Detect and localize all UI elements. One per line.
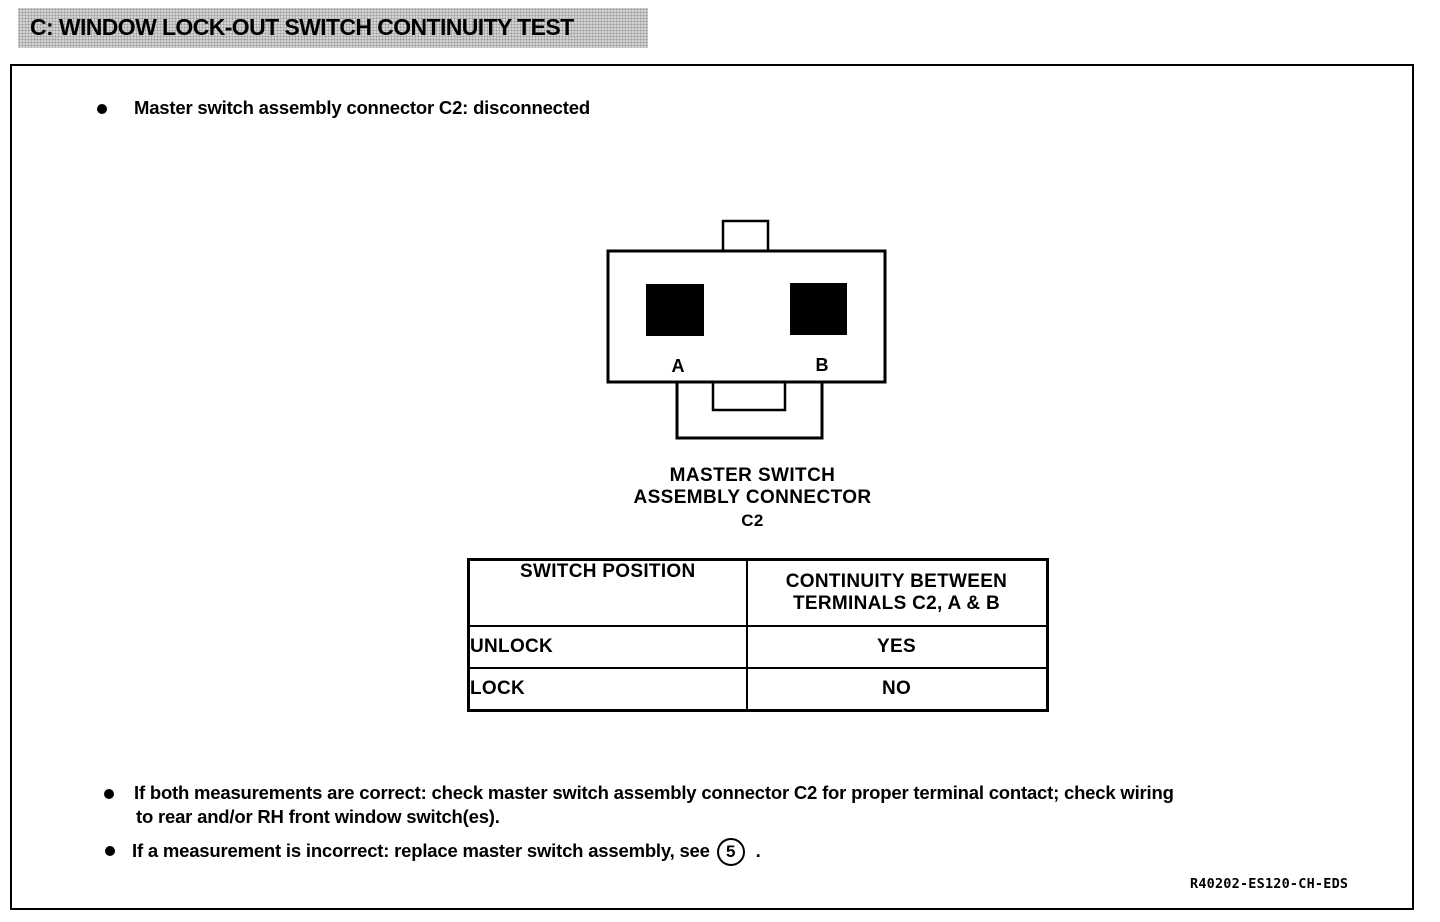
incorrect-note xyxy=(132,838,761,866)
connector-latch-tab xyxy=(723,221,768,251)
table-row xyxy=(469,626,1048,668)
terminal-a-cavity xyxy=(646,284,704,336)
continuity-table xyxy=(467,558,1049,712)
diagram-caption-line3: C2 xyxy=(741,511,764,530)
table-header-row xyxy=(469,560,1048,627)
see-reference-circle: 5 xyxy=(717,838,745,866)
bullet-icon xyxy=(104,789,114,799)
correct-note-line1: If both measurements are correct: check master switch assembly connector C2 for proper terminal contact; check wiring xyxy=(134,782,1174,803)
header-switch-position: SWITCH POSITION xyxy=(469,560,747,627)
terminal-b-cavity xyxy=(790,283,847,335)
precondition-text: Master switch assembly connector C2: disconnected xyxy=(134,97,590,118)
bullet-icon xyxy=(105,846,115,856)
terminal-a-label: A xyxy=(671,356,685,376)
diagram-caption-line2: ASSEMBLY CONNECTOR xyxy=(633,487,872,508)
header-continuity xyxy=(747,560,1048,627)
diagram-caption-line1: MASTER SWITCH xyxy=(669,465,836,486)
header-continuity-line2: TERMINALS C2, A & B xyxy=(793,593,1000,614)
reference-code: R40202-ES120-CH-EDS xyxy=(1190,876,1349,892)
connector-key xyxy=(713,382,785,410)
header-continuity-line1: CONTINUITY BETWEEN xyxy=(785,571,1008,592)
incorrect-note-tail: . xyxy=(755,839,761,861)
terminal-b-label: B xyxy=(815,355,829,375)
continuity-cell-unlock: YES xyxy=(747,626,1048,668)
continuity-cell-lock: NO xyxy=(747,668,1048,711)
correct-note-line2: to rear and/or RH front window switch(es). xyxy=(136,806,500,827)
position-cell-lock: LOCK xyxy=(469,668,747,711)
page-title: C: WINDOW LOCK-OUT SWITCH CONTINUITY TEST xyxy=(30,14,574,40)
table-row xyxy=(469,668,1048,711)
incorrect-note-text: If a measurement is incorrect: replace master switch assembly, see xyxy=(132,839,710,861)
position-cell-unlock: UNLOCK xyxy=(469,626,747,668)
